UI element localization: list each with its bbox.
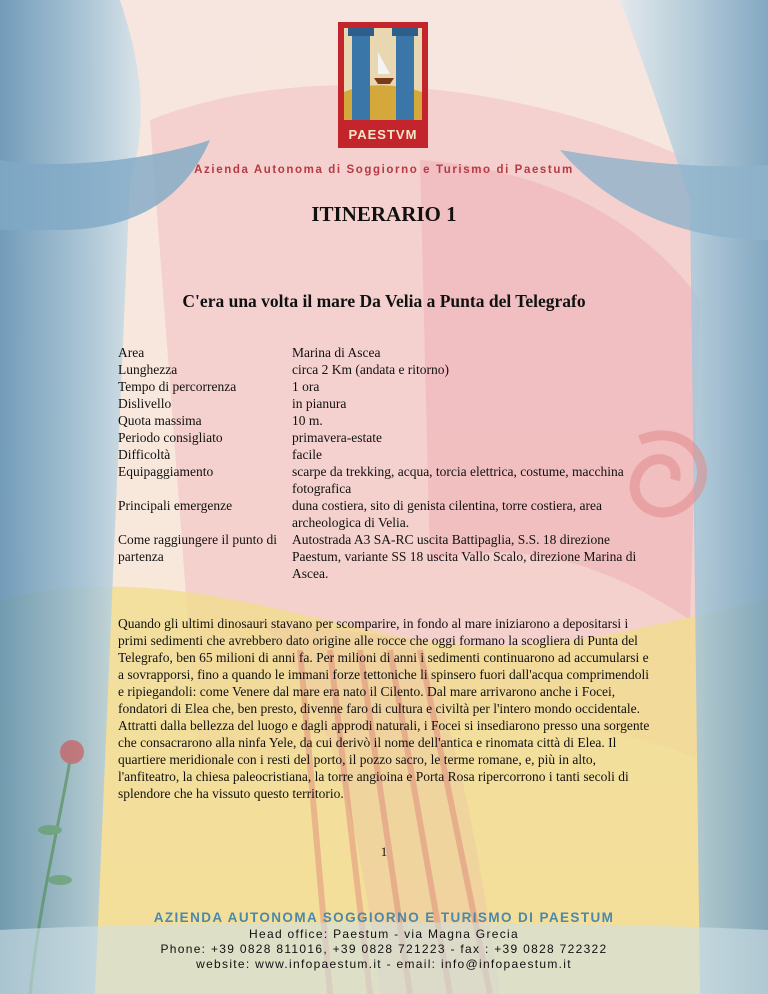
footer-address: Head office: Paestum - via Magna Grecia <box>249 927 519 941</box>
logo-text: PAESTVM <box>348 127 418 142</box>
footer-phone: Phone: +39 0828 811016, +39 0828 721223 - fax : +39 0828 722322 <box>160 942 608 956</box>
info-row <box>118 429 658 446</box>
info-row <box>118 463 658 497</box>
info-value: scarpe da trekking, acqua, torcia elettrica, costume, macchina fotografica <box>292 464 624 496</box>
page-title: ITINERARIO 1 <box>311 202 457 226</box>
info-label: Equipaggiamento <box>118 464 214 479</box>
info-label: Difficoltà <box>118 447 171 462</box>
info-label: Lunghezza <box>118 362 178 377</box>
info-row <box>118 412 658 429</box>
info-value: duna costiera, sito di genista cilentina, torre costiera, area archeologica di Velia. <box>292 498 602 530</box>
paestum-logo <box>338 22 428 148</box>
description-paragraph: Quando gli ultimi dinosauri stavano per scomparire, in fondo al mare iniziarono a depositarsi i primi sedimenti che avrebbero dato origine alle rocce che oggi formano la scogliera di Punta del Telegrafo, ben 65 milioni di anni fa. Per milioni di anni i sedimenti continuarono ad accumularsi e a sovrapporsi, fino a quando le immani forze tettoniche li spinsero fuori dall'acqua comprimendoli e ripiegandoli: come Venere dal mare era nato il Cilento. Dal mare arrivarono anche i Focei, fondatori di Elea che, ben presto, divenne faro di cultura e civiltà per l'intero mondo occidentale. Attratti dalla bellezza del luogo e dagli approdi naturali, i Focei si insediarono presso una sorgente che consacrarono alla ninfa Yele, da cui derivò il nome dell'antica e rinomata città di Elea. Il quartiere meridionale con i resti del porto, il pozzo sacro, le terme romane, e, più in alto, l'anfiteatro, la chiesa paleocristiana, la torre angioina e Porta Rosa ripercorrono i tanti secoli di splendore che ha vissuto questo territorio. <box>118 616 650 801</box>
info-row <box>118 395 658 412</box>
info-row <box>118 378 658 395</box>
info-label: Area <box>118 345 145 360</box>
info-value: primavera-estate <box>292 430 382 445</box>
info-row <box>118 344 658 361</box>
agency-header: Azienda Autonoma di Soggiorno e Turismo di Paestum <box>194 164 574 176</box>
info-value: Marina di Ascea <box>292 345 381 360</box>
info-label: Tempo di percorrenza <box>118 379 237 394</box>
info-row <box>118 497 658 531</box>
info-label: Dislivello <box>118 396 172 411</box>
info-row <box>118 531 658 582</box>
info-row <box>118 361 658 378</box>
itinerary-subtitle: C'era una volta il mare Da Velia a Punta del Telegrafo <box>182 291 586 311</box>
info-value: circa 2 Km (andata e ritorno) <box>292 362 450 377</box>
info-value: in pianura <box>292 396 347 411</box>
info-label: Periodo consigliato <box>118 430 223 445</box>
info-label: Come raggiungere il punto di partenza <box>118 532 277 564</box>
info-value: 1 ora <box>292 379 320 394</box>
page-number: 1 <box>380 844 388 859</box>
footer-title: AZIENDA AUTONOMA SOGGIORNO E TURISMO DI PAESTUM <box>153 910 615 925</box>
itinerary-info-table <box>118 344 658 582</box>
footer <box>0 910 768 972</box>
info-label: Quota massima <box>118 413 202 428</box>
info-label: Principali emergenze <box>118 498 233 513</box>
info-row <box>118 446 658 463</box>
info-value: Autostrada A3 SA-RC uscita Battipaglia, S.S. 18 direzione Paestum, variante SS 18 uscita Vallo Scalo, direzione Marina di Ascea. <box>292 532 637 581</box>
info-value: facile <box>292 447 322 462</box>
info-value: 10 m. <box>292 413 323 428</box>
footer-web: website: www.infopaestum.it - email: info@infopaestum.it <box>196 957 572 971</box>
